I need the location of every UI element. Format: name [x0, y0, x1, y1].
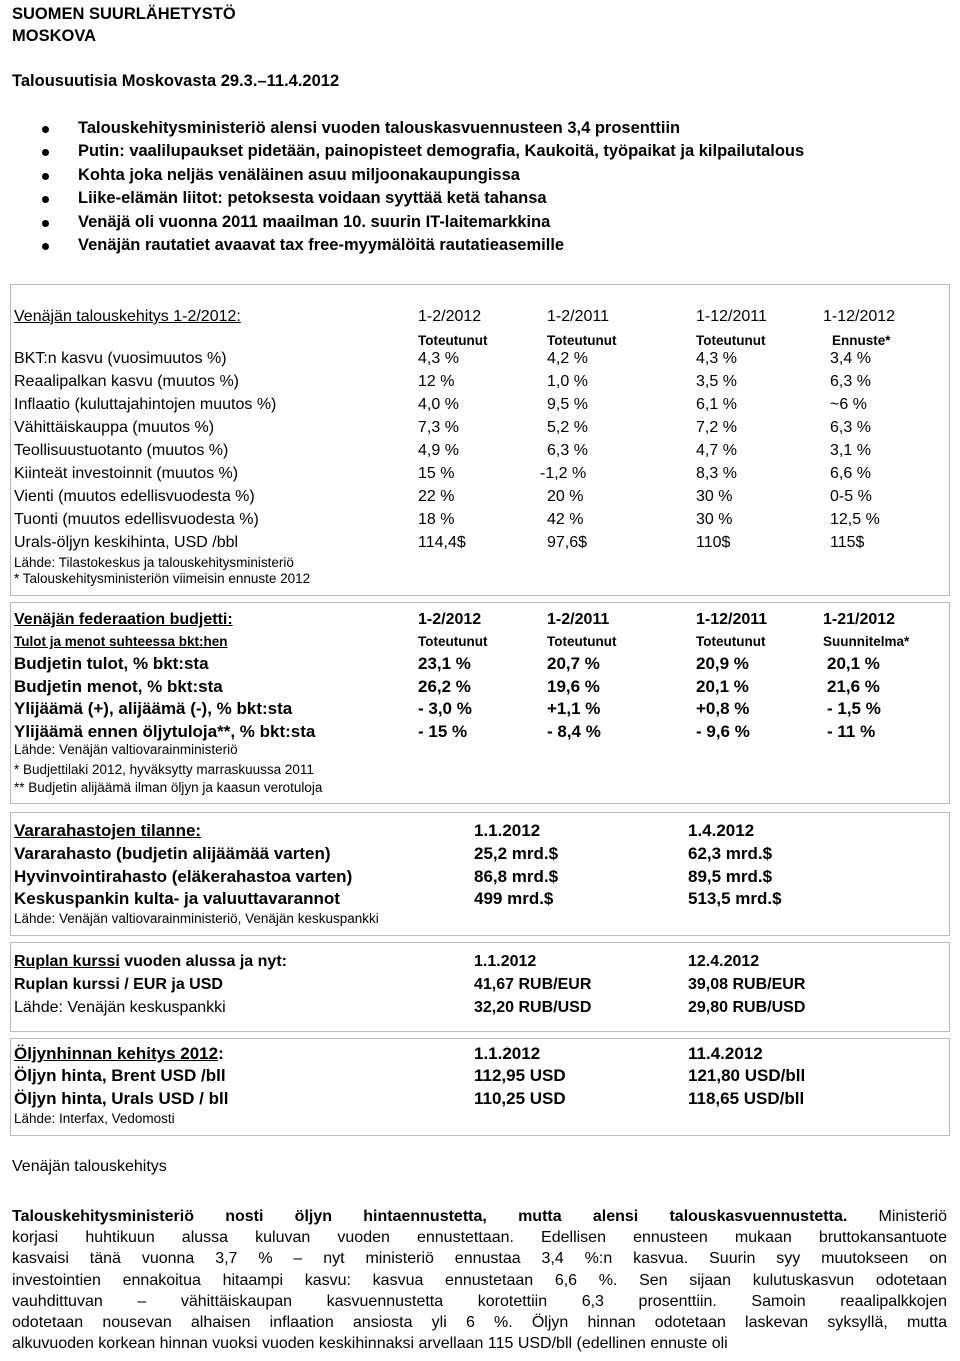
bullet-dot-icon [42, 243, 49, 250]
row-label: Budjetin menot, % bkt:sta [14, 677, 223, 696]
row-label: Öljyn hinta, Urals USD / bll [14, 1089, 229, 1108]
source-note: Lähde: Venäjän keskuspankki [14, 999, 226, 1016]
cell: 110,25 USD [474, 1089, 566, 1108]
cell: 39,08 RUB/EUR [688, 976, 806, 993]
cell: -1,2 % [540, 465, 587, 482]
cell: 8,3 % [696, 465, 737, 482]
bullet-item: Liike-elämän liitot: petoksesta voidaan syyttää ketä tahansa [0, 187, 804, 210]
row-label: Vähittäiskauppa (muutos %) [14, 419, 215, 436]
cell: - 1,5 % [827, 699, 881, 718]
reserves-title: Vararahastojen tilanne: [14, 821, 202, 840]
cell: 6,6 % [830, 465, 871, 482]
row-label: Ylijäämä ennen öljytuloja**, % bkt:sta [14, 722, 316, 741]
cell: 20,1 % [827, 654, 880, 673]
column-type: Toteutunut [418, 333, 488, 348]
column-period: 1-12/2012 [823, 308, 896, 325]
oil-title: Öljynhinnan kehitys 2012: [14, 1044, 224, 1063]
article-line: Talouskehitysministeriö nosti öljyn hintaennustetta, mutta alensi talouskasvuennustetta. Ministeriö [12, 1208, 947, 1225]
cell: 62,3 mrd.$ [688, 844, 773, 863]
row-label: Budjetin tulot, % bkt:sta [14, 654, 209, 673]
row-label: Urals-öljyn keskihinta, USD /bbl [14, 534, 239, 551]
article-line: investointien ennakoitua hitaampi kasvu: kasvua ennustetaan 6,6 %. Sen sijaan kulutuskasvun odotetaan [12, 1271, 947, 1289]
economy-title: Venäjän talouskehitys 1-2/2012: [14, 308, 241, 325]
cell: +0,8 % [696, 699, 750, 718]
row-label: Ylijäämä (+), alijäämä (-), % bkt:sta [14, 699, 293, 718]
cell: 9,5 % [547, 396, 588, 413]
document-subtitle: Talousuutisia Moskovasta 29.3.–11.4.2012 [12, 72, 340, 90]
footnote: * Talouskehitysministeriön viimeisin ennuste 2012 [14, 571, 311, 586]
cell: 3,4 % [830, 350, 871, 367]
source-note: Lähde: Venäjän valtiovarainministeriö, Venäjän keskuspankki [14, 911, 379, 926]
bullet-dot-icon [42, 173, 49, 180]
bullet-item: Kohta joka neljäs venäläinen asuu miljoonakaupungissa [0, 164, 804, 187]
embassy-city: MOSKOVA [12, 27, 97, 45]
cell: 4,3 % [696, 350, 737, 367]
news-bullet-list [0, 117, 804, 257]
column-type: Ennuste* [832, 333, 891, 348]
row-label: Öljyn hinta, Brent USD /bll [14, 1066, 226, 1085]
cell: 513,5 mrd.$ [688, 889, 782, 908]
row-label: Keskuspankin kulta- ja valuuttavarannot [14, 889, 340, 908]
cell: 12,5 % [830, 511, 880, 528]
column-period: 1-12/2011 [696, 308, 767, 325]
cell: 22 % [418, 488, 455, 505]
article-line: korjasi huhtikuun alussa kuluvan vuoden ennustettaan. Edellisen ennusteen mukaan bruttokansantuote [12, 1229, 947, 1247]
column-type: Toteutunut [547, 634, 617, 649]
row-label: Vienti (muutos edellisvuodesta %) [14, 488, 255, 505]
row-label: Teollisuustuotanto (muutos %) [14, 442, 229, 459]
cell: 15 % [418, 465, 455, 482]
cell: 118,65 USD/bll [688, 1089, 805, 1108]
cell: 21,6 % [827, 677, 880, 696]
cell: 6,3 % [830, 419, 871, 436]
cell: 7,3 % [418, 419, 459, 436]
column-period: 1-21/2012 [823, 611, 896, 628]
cell: - 11 % [827, 722, 876, 741]
cell: 7,2 % [696, 419, 737, 436]
cell: - 15 % [418, 722, 468, 741]
cell: - 9,6 % [696, 722, 750, 741]
cell: 25,2 mrd.$ [474, 844, 559, 863]
column-period: 1-2/2012 [418, 308, 482, 325]
cell: ~6 % [830, 396, 867, 413]
source-note: Lähde: Tilastokeskus ja talouskehitysministeriö [14, 555, 294, 570]
ruble-title: Ruplan kurssi vuoden alussa ja nyt: [14, 953, 287, 970]
article-line: kasvaisi tänä vuonna 3,7 % – nyt ministeriö ennustaa 3,4 %:n kasvua. Suurin syy muutokseen on [12, 1250, 947, 1268]
source-note: Lähde: Interfax, Vedomosti [14, 1111, 175, 1126]
bullet-item: Venäjän rautatiet avaavat tax free-myymälöitä rautatieasemille [0, 234, 804, 257]
bullet-dot-icon [42, 149, 49, 156]
cell: 19,6 % [547, 677, 600, 696]
embassy-name: SUOMEN SUURLÄHETYSTÖ [12, 5, 236, 23]
article-line: odotetaan nousevan alhaisen inflaation ansiosta yli 6 %. Öljyn hinnan odotetaan laskevan syksyllä, mutta [12, 1314, 947, 1332]
bullet-dot-icon [42, 196, 49, 203]
column-date: 1.1.2012 [474, 953, 537, 970]
cell: 115$ [830, 534, 865, 551]
column-date: 1.1.2012 [474, 1044, 541, 1063]
bullet-item: Talouskehitysministeriö alensi vuoden talouskasvuennusteen 3,4 prosenttiin [0, 117, 804, 140]
cell: 12 % [418, 373, 455, 390]
cell: 0-5 % [830, 488, 872, 505]
cell: 4,2 % [547, 350, 588, 367]
row-label: Inflaatio (kuluttajahintojen muutos %) [14, 396, 277, 413]
cell: 89,5 mrd.$ [688, 867, 773, 886]
cell: 30 % [696, 511, 733, 528]
cell: 112,95 USD [474, 1066, 566, 1085]
cell: 32,20 RUB/USD [474, 999, 592, 1016]
column-date: 1.1.2012 [474, 821, 541, 840]
cell: +1,1 % [547, 699, 601, 718]
cell: 499 mrd.$ [474, 889, 554, 908]
row-label: Ruplan kurssi / EUR ja USD [14, 976, 223, 993]
column-type: Toteutunut [696, 333, 766, 348]
footnote: * Budjettilaki 2012, hyväksytty marraskuussa 2011 [14, 762, 314, 777]
article-body [12, 1206, 947, 1354]
cell: 20 % [547, 488, 584, 505]
cell: 4,7 % [696, 442, 737, 459]
bullet-item: Venäjä oli vuonna 2011 maailman 10. suurin IT-laitemarkkina [0, 211, 804, 234]
column-date: 12.4.2012 [688, 953, 760, 970]
cell: 29,80 RUB/USD [688, 999, 806, 1016]
cell: 4,0 % [418, 396, 459, 413]
cell: 20,7 % [547, 654, 600, 673]
cell: 20,9 % [696, 654, 749, 673]
cell: 42 % [547, 511, 584, 528]
cell: 5,2 % [547, 419, 588, 436]
cell: 4,3 % [418, 350, 459, 367]
column-period: 1-2/2011 [547, 611, 610, 628]
source-note: Lähde: Venäjän valtiovarainministeriö [14, 742, 238, 757]
cell: 30 % [696, 488, 733, 505]
column-period: 1-2/2011 [547, 308, 609, 325]
bullet-item: Putin: vaalilupaukset pidetään, painopisteet demografia, Kaukoitä, työpaikat ja kilpailutalous [0, 140, 804, 163]
article-heading: Venäjän talouskehitys [12, 1158, 167, 1175]
cell: 6,1 % [696, 396, 737, 413]
article-line: alkuvuoden korkean hinnan vuoksi vuoden keskihinnaksi arvellaan 115 USD/bll (edellinen ennuste oli [12, 1335, 728, 1353]
bullet-dot-icon [42, 220, 49, 227]
column-period: 1-2/2012 [418, 611, 482, 628]
column-type: Suunnitelma* [823, 634, 910, 649]
column-type: Toteutunut [696, 634, 766, 649]
column-date: 11.4.2012 [688, 1044, 763, 1063]
row-label: Tuonti (muutos edellisvuodesta %) [14, 511, 259, 528]
cell: 121,80 USD/bll [688, 1066, 806, 1085]
cell: 1,0 % [547, 373, 588, 390]
cell: 3,5 % [696, 373, 737, 390]
column-period: 1-12/2011 [696, 611, 768, 628]
cell: 86,8 mrd.$ [474, 867, 559, 886]
cell: 97,6$ [547, 534, 588, 551]
column-date: 1.4.2012 [688, 821, 755, 840]
cell: 6,3 % [830, 373, 871, 390]
row-label: Vararahasto (budjetin alijäämää varten) [14, 844, 331, 863]
column-type: Toteutunut [547, 333, 617, 348]
row-label: Reaalipalkan kasvu (muutos %) [14, 373, 239, 390]
cell: - 3,0 % [418, 699, 472, 718]
cell: 3,1 % [830, 442, 871, 459]
row-label: BKT:n kasvu (vuosimuutos %) [14, 350, 227, 367]
cell: 110$ [696, 534, 731, 551]
article-lead: Talouskehitysministeriö nosti öljyn hintaennustetta, mutta alensi talouskasvuennustetta. [12, 1208, 848, 1225]
cell: 41,67 RUB/EUR [474, 976, 592, 993]
budget-title: Venäjän federaation budjetti: [14, 611, 233, 628]
cell: 4,9 % [418, 442, 459, 459]
row-label: Hyvinvointirahasto (eläkerahastoa varten) [14, 867, 353, 886]
cell: 20,1 % [696, 677, 749, 696]
cell: - 8,4 % [547, 722, 601, 741]
cell: 114,4$ [418, 534, 466, 551]
bullet-dot-icon [42, 126, 49, 133]
column-type: Toteutunut [418, 634, 488, 649]
budget-subtitle: Tulot ja menot suhteessa bkt:hen [14, 634, 228, 649]
cell: 23,1 % [418, 654, 471, 673]
cell: 6,3 % [547, 442, 588, 459]
cell: 26,2 % [418, 677, 471, 696]
footnote: ** Budjetin alijäämä ilman öljyn ja kaasun verotuloja [14, 780, 323, 795]
cell: 18 % [418, 511, 455, 528]
row-label: Kiinteät investoinnit (muutos %) [14, 465, 239, 482]
article-line: vauhdittuvan – vähittäiskaupan kasvuennustetta korotettiin 6,3 prosenttiin. Samoin reaalipalkkojen [12, 1292, 947, 1310]
